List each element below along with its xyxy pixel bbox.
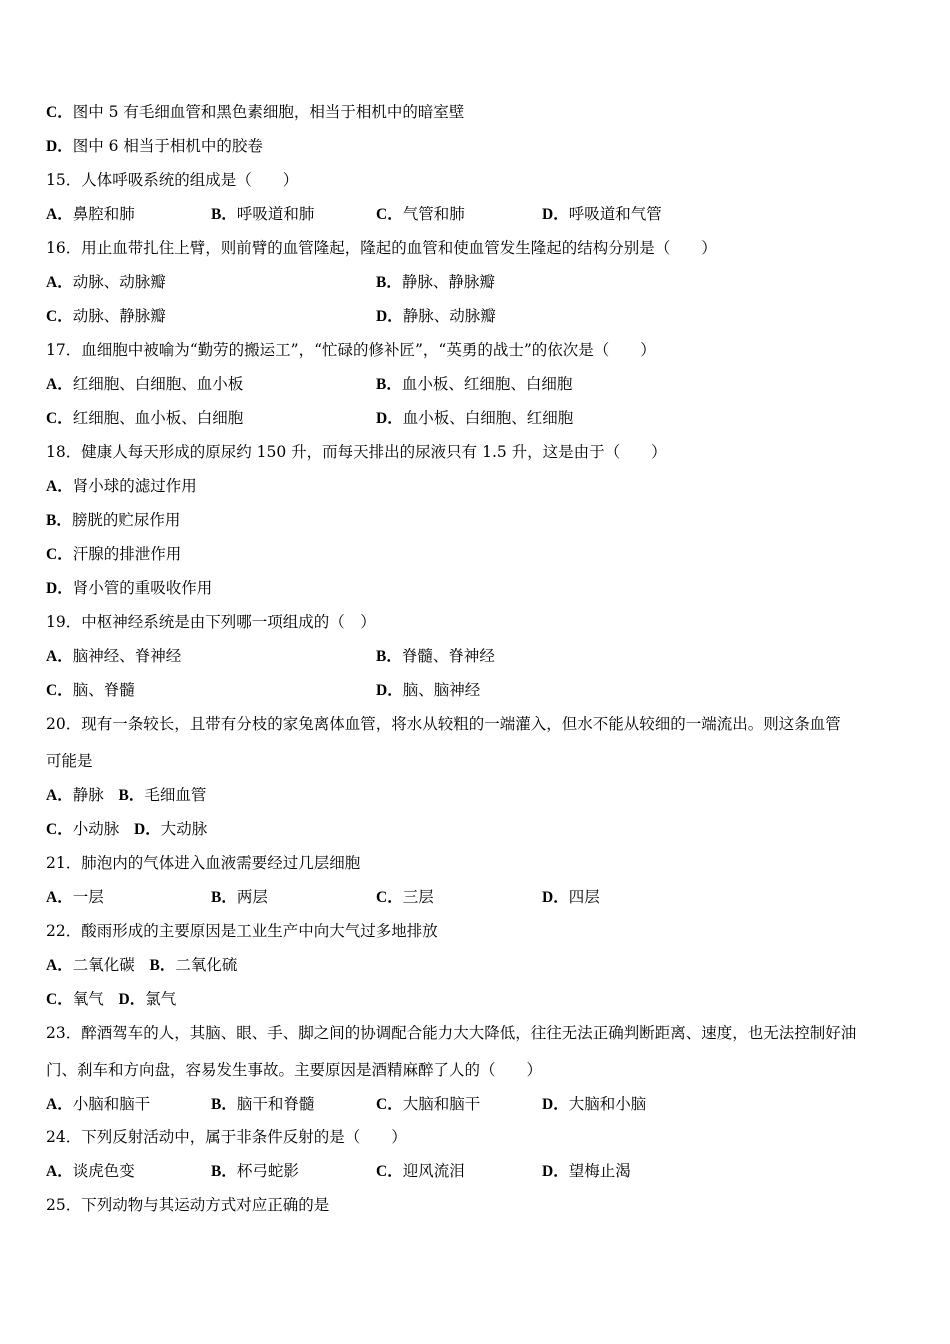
q16-option-a: A．动脉、动脉瓣	[46, 273, 166, 291]
q19-option-c: C．脑、脊髓	[46, 681, 135, 699]
q24-option-d: D．望梅止渴	[542, 1162, 631, 1180]
q24-option-a: A．谈虎色变	[46, 1162, 135, 1180]
q15-option-b: B．呼吸道和肺	[211, 205, 315, 223]
q19-option-a: A．脑神经、脊神经	[46, 647, 182, 665]
q23-option-d: D．大脑和小脑	[542, 1095, 647, 1113]
q23-option-a: A．小脑和脑干	[46, 1095, 151, 1113]
q15-stem: 15．人体呼吸系统的组成是（ ）	[46, 171, 299, 189]
q16-stem: 16．用止血带扎住上臂，则前臂的血管隆起，隆起的血管和使血管发生隆起的结构分别是（ ）	[46, 239, 717, 257]
q21-option-d: D．四层	[542, 888, 600, 906]
q23-option-b: B．脑干和脊髓	[211, 1095, 315, 1113]
q22-options-cd: C．氧气 D．氯气	[46, 990, 177, 1008]
q16-option-c: C．动脉、静脉瓣	[46, 307, 166, 325]
q24-stem: 24．下列反射活动中，属于非条件反射的是（ ）	[46, 1128, 407, 1146]
q20-options-cd: C．小动脉 D．大动脉	[46, 820, 208, 838]
q21-stem: 21．肺泡内的气体进入血液需要经过几层细胞	[46, 854, 361, 872]
q19-option-d: D．脑、脑神经	[376, 681, 481, 699]
q20-stem-line1: 20．现有一条较长，且带有分枝的家兔离体血管，将水从较粗的一端灌入，但水不能从较细的一端流出。则这条血管	[46, 715, 841, 733]
q16-option-b: B．静脉、静脉瓣	[376, 273, 495, 291]
q21-option-a: A．一层	[46, 888, 104, 906]
q18-option-d: D．肾小管的重吸收作用	[46, 579, 213, 597]
q24-option-c: C．迎风流泪	[376, 1162, 465, 1180]
q17-option-d: D．血小板、白细胞、红细胞	[376, 409, 574, 427]
q23-stem-line1: 23．醉酒驾车的人，其脑、眼、手、脚之间的协调配合能力大大降低，往往无法正确判断距离、速度，也无法控制好油	[46, 1024, 857, 1042]
q17-option-c: C．红细胞、血小板、白细胞	[46, 409, 244, 427]
q20-options-ab: A．静脉 B．毛细血管	[46, 786, 207, 804]
q21-option-c: C．三层	[376, 888, 434, 906]
q22-options-ab: A．二氧化碳 B．二氧化硫	[46, 956, 238, 974]
q15-option-d: D．呼吸道和气管	[542, 205, 662, 223]
q17-stem: 17．血细胞中被喻为“勤劳的搬运工”，“忙碌的修补匠”，“英勇的战士”的依次是（ ）	[46, 341, 656, 359]
q14-option-c: C．图中 5 有毛细血管和黑色素细胞，相当于相机中的暗室壁	[46, 103, 465, 121]
q14-option-d: D．图中 6 相当于相机中的胶卷	[46, 137, 263, 155]
q16-option-d: D．静脉、动脉瓣	[376, 307, 496, 325]
q17-option-b: B．血小板、红细胞、白细胞	[376, 375, 573, 393]
q18-option-a: A．肾小球的滤过作用	[46, 477, 197, 495]
q23-option-c: C．大脑和脑干	[376, 1095, 481, 1113]
q19-option-b: B．脊髓、脊神经	[376, 647, 495, 665]
q18-option-c: C．汗腺的排泄作用	[46, 545, 182, 563]
q15-option-a: A．鼻腔和肺	[46, 205, 135, 223]
q21-option-b: B．两层	[211, 888, 268, 906]
q18-stem: 18．健康人每天形成的原尿约 150 升，而每天排出的尿液只有 1.5 升，这是由于（ ）	[46, 443, 667, 461]
q23-stem-line2: 门、刹车和方向盘，容易发生事故。主要原因是酒精麻醉了人的（ ）	[46, 1061, 543, 1079]
q24-option-b: B．杯弓蛇影	[211, 1162, 299, 1180]
q15-option-c: C．气管和肺	[376, 205, 465, 223]
q25-stem: 25．下列动物与其运动方式对应正确的是	[46, 1196, 330, 1214]
q18-option-b: B．膀胱的贮尿作用	[46, 511, 181, 529]
q17-option-a: A．红细胞、白细胞、血小板	[46, 375, 244, 393]
q20-stem-line2: 可能是	[46, 752, 93, 770]
q19-stem: 19．中枢神经系统是由下列哪一项组成的（ ）	[46, 613, 376, 631]
q22-stem: 22．酸雨形成的主要原因是工业生产中向大气过多地排放	[46, 922, 438, 940]
